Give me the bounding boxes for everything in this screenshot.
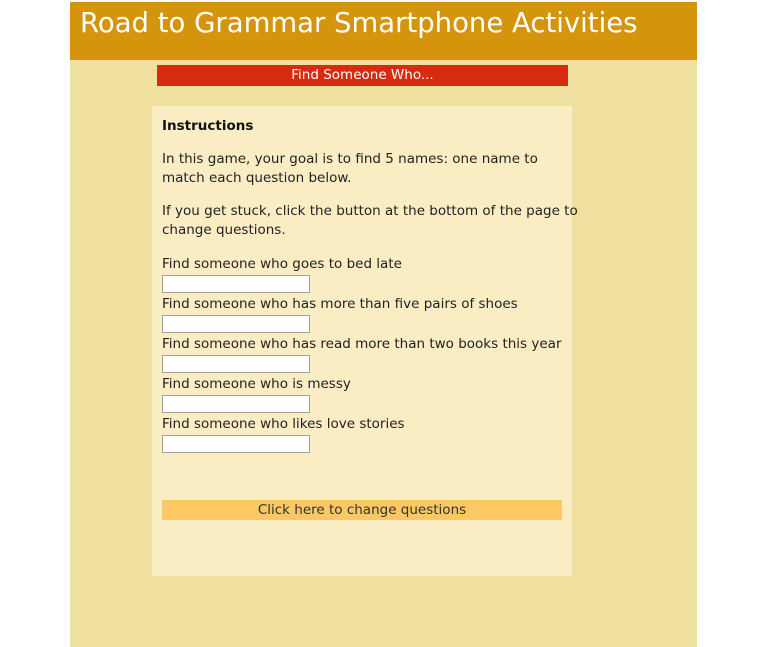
activity-title-bar: Find Someone Who...	[157, 65, 568, 86]
answer-input[interactable]	[162, 275, 310, 293]
change-questions-button[interactable]: Click here to change questions	[162, 500, 562, 520]
question-label: Find someone who is messy	[162, 376, 351, 392]
instructions-stuck-line-1: If you get stuck, click the button at the bottom of the page to	[162, 203, 578, 219]
question-label: Find someone who has more than five pairs of shoes	[162, 296, 518, 312]
instructions-stuck-line-2: change questions.	[162, 222, 286, 238]
instructions-goal-line-1: In this game, your goal is to find 5 names: one name to	[162, 151, 538, 167]
instructions-paragraph-stuck	[162, 202, 578, 240]
instructions-goal-line-2: match each question below.	[162, 170, 352, 186]
activity-panel	[152, 106, 578, 576]
answer-input[interactable]	[162, 355, 310, 373]
question-label: Find someone who has read more than two books this year	[162, 336, 562, 352]
instructions-heading: Instructions	[162, 118, 254, 134]
question-label: Find someone who likes love stories	[162, 416, 405, 432]
answer-input[interactable]	[162, 435, 310, 453]
answer-input[interactable]	[162, 315, 310, 333]
question-label: Find someone who goes to bed late	[162, 256, 402, 272]
site-header	[70, 2, 697, 60]
instructions-paragraph-goal	[162, 150, 538, 188]
site-title: Road to Grammar Smartphone Activities	[80, 7, 638, 39]
page-background	[70, 2, 697, 647]
answer-input[interactable]	[162, 395, 310, 413]
